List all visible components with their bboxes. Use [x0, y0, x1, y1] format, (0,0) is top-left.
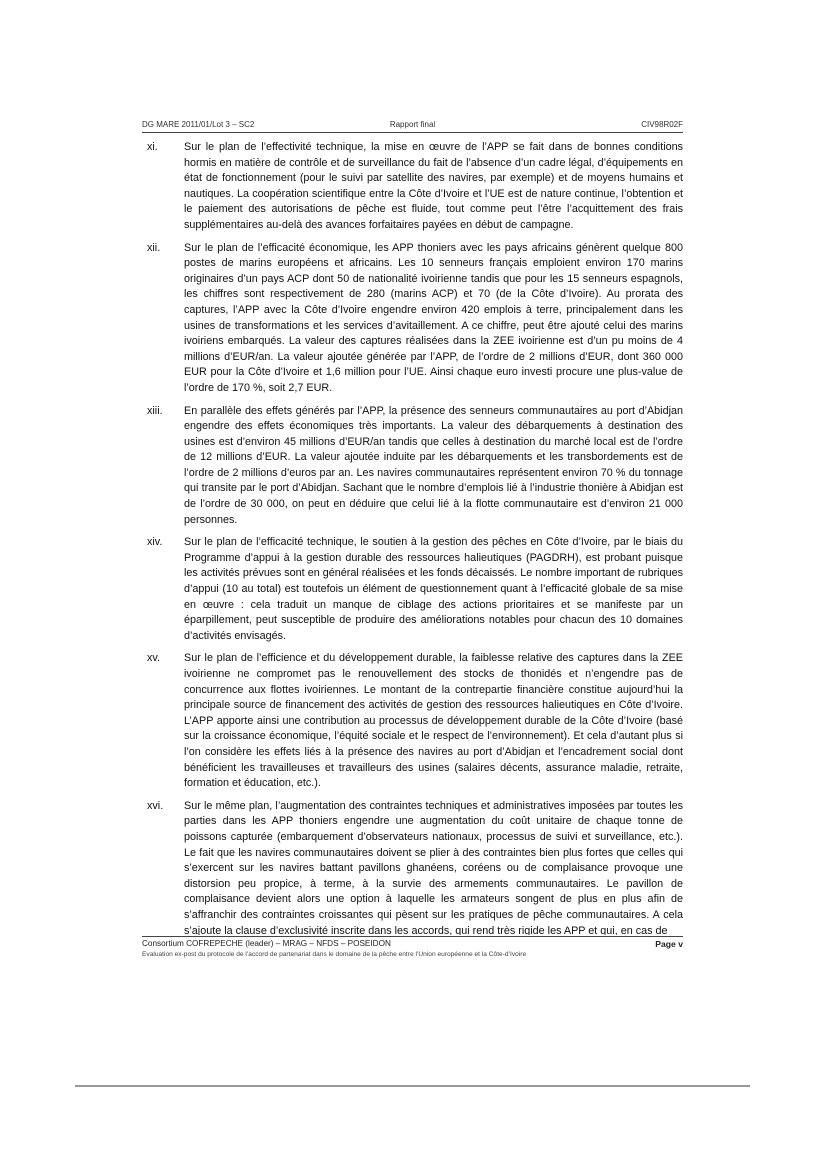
header-code: CIV98R02F: [641, 120, 683, 129]
bottom-divider: [75, 1085, 750, 1087]
item-number: xii.: [147, 241, 161, 254]
list-item: [142, 241, 683, 397]
page-footer: [142, 936, 683, 958]
item-paragraph: Sur le même plan, l’augmentation des contraintes techniques et administratives imposées par toutes les parties dans les APP thoniers engendre une augmentation du coût unitaire de chaque tonne de poissons capturée (embarquement d’observateurs nationaux, processus de suivi et surveillance, etc.). Le fait que les navires communautaires doivent se plier à des contraintes bien plus fortes que celles qui s’exercent sur les navires battant pavillons ghanéens, coréens ou de complaisance provoque une distorsion peu propice, à terme, à la survie des armements communautaires. Le pavillon de complaisance devient alors une option à laquelle les armateurs songent de plus en plus afin de s’affranchir des contraintes croissantes qui pèsent sur les pratiques de pêche communautaires. A cela s’ajoute la clause d’exclusivité inscrite dans les accords, qui rend très rigide les APP et qui, en cas de: [184, 799, 683, 935]
footer-consortium: Consortium COFREPECHE (leader) – MRAG – NFDS – POSEIDON: [142, 939, 391, 948]
list-item: [142, 535, 683, 644]
list-item: [142, 140, 683, 234]
footer-line: [142, 939, 683, 951]
list-item: [142, 651, 683, 791]
page-number: Page v: [655, 939, 683, 949]
header-title: Rapport final: [389, 120, 436, 129]
header-reference: DG MARE 2011/01/Lot 3 – SC2: [142, 120, 255, 129]
item-number: xv.: [147, 652, 160, 665]
page-body: [142, 140, 683, 935]
list-item: [142, 799, 683, 935]
item-number: xiv.: [147, 536, 163, 549]
item-number: xiii.: [147, 404, 163, 417]
list-item: [142, 404, 683, 529]
item-number: xvi.: [147, 799, 164, 812]
item-paragraph: Sur le plan de l’efficacité technique, le soutien à la gestion des pêches en Côte d’Ivoire, par le biais du Programme d’appui à la gestion durable des ressources halieutiques (PAGDRH), est probant puisque les activités prévues sont en général réalisées et les fonds décaissés. Le nombre important de rubriques d’appui (10 au total) est toutefois un élément de questionnement quant à l’efficacité globale de sa mise en œuvre : cela traduit un manque de ciblage des actions prioritaires et se manifeste par un éparpillement, peut susceptible de produire des améliorations notables pour chacun des 10 domaines d’activités envisagés.: [184, 536, 683, 642]
item-number: xi.: [147, 141, 158, 153]
item-paragraph: Sur le plan de l’effectivité technique, la mise en œuvre de l’APP se fait dans de bonnes conditions hormis en matière de contrôle et de surveillance du fait de l’absence d’un cadre légal, d’équipements en état de fonctionnement (pour le suivi par satellite des navires, par exemple) et de moyens humains et nautiques. La coopération scientifique entre la Côte d’Ivoire et l’UE est de nature continue, l’obtention et le paiement des autorisations de pêche est fluide, tout comme peut l’être l’acquittement des frais supplémentaires au-delà des avances forfaitaires payées en début de campagne.: [184, 141, 683, 231]
page-header: [142, 120, 683, 133]
item-paragraph: Sur le plan de l’efficience et du développement durable, la faiblesse relative des captures dans la ZEE ivoirienne ne compromet pas le renouvellement des stocks de thonidés et n’engendre pas de concurrence aux flottes ivoiriennes. Le montant de la contrepartie financière constitue aujourd’hui la principale source de financement des activités de gestion des ressources halieutiques en Côte d’Ivoire. L’APP apporte ainsi une contribution au processus de développement durable de la Côte d’Ivoire (basé sur la croissance économique, l’équité sociale et le respect de l’environnement). Et cela d’autant plus si l’on considère les effets liés à la présence des navires au port d’Abidjan et l’encadrement social dont bénéficient les travailleuses et travailleurs des usines (salaires décents, assurance maladie, retraite, formation et éducation, etc.).: [184, 652, 683, 790]
item-paragraph: En parallèle des effets générés par l’APP, la présence des senneurs communautaires au port d’Abidjan engendre des effets économiques très importants. La valeur des débarquements à destination des usines est d’environ 45 millions d’EUR/an tandis que celles à destination du marché local est de l’ordre de 12 millions d’EUR. La valeur ajoutée induite par les débarquements et les transbordements est de l’ordre de 2 millions d’euros par an. Les navires communautaires représentent environ 70 % du tonnage qui transite par le port d’Abidjan. Sachant que le nombre d’emplois lié à l’industrie thonière à Abidjan est de l’ordre de 30 000, on peut en déduire que celui lié à la flotte communautaire est d’environ 21 000 personnes.: [184, 404, 683, 526]
footer-document-title: Evaluation ex-post du protocole de l’accord de partenariat dans le domaine de la pêche entre l’Union européenne et la Côte-d’Ivoire: [142, 951, 527, 958]
item-paragraph: Sur le plan de l’efficacité économique, les APP thoniers avec les pays africains génèrent quelque 800 postes de marins européens et africains. Les 10 senneurs français emploient environ 170 marins originaires d’un pays ACP dont 50 de nationalité ivoirienne tandis que pour les 15 senneurs espagnols, les chiffres sont respectivement de 280 (marins ACP) et 70 (de la Côte d’Ivoire). Au prorata des captures, l’APP avec la Côte d’Ivoire engendre environ 420 emplois à terre, principalement dans les usines de transformations et les services d’avitaillement. A ce chiffre, peut être ajouté celui des marins ivoiriens embarqués. La valeur des captures réalisées dans la ZEE ivoirienne est d’un pu moins de 4 millions d’EUR/an. La valeur ajoutée générée par l’APP, de l’ordre de 2 millions d’EUR, dont 360 000 EUR pour la Côte d’Ivoire et 1,6 million pour l’UE. Ainsi chaque euro investi procure une plus-value de l’ordre de 170 %, soit 2,7 EUR.: [184, 241, 683, 394]
